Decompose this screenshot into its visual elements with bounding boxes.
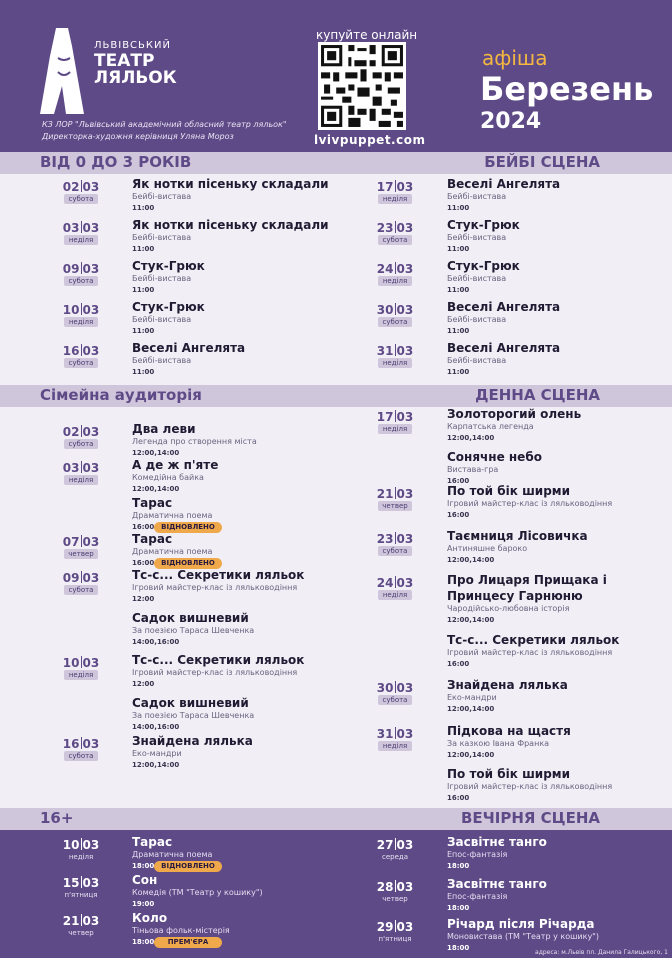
date-day: 02: [62, 425, 80, 439]
event-title[interactable]: Сонячне небо: [447, 450, 542, 464]
date-month: 03: [396, 681, 414, 695]
event-time: 16:00: [447, 477, 470, 485]
event-time: 14:00,16:00: [132, 723, 180, 731]
event-title[interactable]: Веселі Ангелята: [132, 341, 246, 355]
event-title[interactable]: А де ж п'яте: [132, 458, 219, 472]
weekday-badge: субота: [378, 695, 412, 705]
weekday-badge: субота: [64, 276, 98, 286]
date-month: 03: [396, 576, 414, 590]
date-separator: [395, 487, 396, 499]
weekday-badge: субота: [378, 235, 412, 245]
date-separator: [395, 303, 396, 315]
date-separator: [81, 180, 82, 192]
date-month: 03: [396, 838, 414, 852]
date-day: 09: [62, 262, 80, 276]
event-date: [376, 880, 414, 894]
section-title-stage: БЕЙБІ СЦЕНА: [484, 153, 600, 171]
section-title-age: Сімейна аудиторія: [40, 386, 202, 404]
event-date: [376, 180, 414, 194]
date-day: 27: [376, 838, 394, 852]
date-month: 03: [82, 656, 100, 670]
event-genre: Моновистава (ТМ "Театр у кошику"): [447, 932, 599, 941]
date-separator: [395, 576, 396, 588]
status-badge: ВІДНОВЛЕНО: [154, 558, 222, 569]
evening-panel: [0, 830, 672, 958]
event-genre: Бейбі-вистава: [447, 315, 507, 324]
date-separator: [395, 262, 396, 274]
event-genre: Бейбі-вистава: [132, 356, 192, 365]
date-month: 03: [82, 425, 100, 439]
event-date: [376, 221, 414, 235]
date-month: 03: [396, 920, 414, 934]
event-date: [62, 262, 100, 276]
status-badge: ВІДНОВЛЕНО: [154, 861, 222, 872]
event-genre: Чародійсько-любовна історія: [447, 604, 570, 613]
date-month: 03: [396, 344, 414, 358]
date-day: 28: [376, 880, 394, 894]
event-title[interactable]: Засвітнє танго: [447, 835, 547, 849]
event-time: 18:00: [447, 944, 470, 952]
date-separator: [81, 737, 82, 749]
section-band-baby: [0, 152, 672, 174]
date-separator: [81, 914, 82, 926]
date-month: 03: [82, 914, 100, 928]
event-genre: Ігровий майстер-клас із ляльководіння: [447, 499, 613, 508]
event-date: [62, 425, 100, 439]
date-separator: [81, 656, 82, 668]
event-title[interactable]: Садок вишневий: [132, 696, 249, 710]
event-genre: Епос-фантазія: [447, 892, 508, 901]
section-title-age: ВІД 0 ДО 3 РОКІВ: [40, 153, 192, 171]
event-time: 16:00: [447, 794, 470, 802]
event-genre: Легенда про створення міста: [132, 437, 257, 446]
date-day: 23: [376, 532, 394, 546]
logo-line2: ТЕАТР: [94, 51, 155, 71]
date-day: 31: [376, 344, 394, 358]
event-title[interactable]: Знайдена лялька: [447, 678, 568, 692]
event-title[interactable]: Садок вишневий: [132, 611, 249, 625]
event-date: [62, 737, 100, 751]
weekday-badge: неділя: [64, 670, 98, 680]
event-date: [62, 914, 100, 928]
website-link[interactable]: lvivpuppet.com: [314, 133, 426, 147]
event-time: 16:00: [132, 523, 155, 531]
date-day: 21: [376, 487, 394, 501]
event-title[interactable]: Веселі Ангелята: [447, 300, 561, 314]
date-separator: [81, 535, 82, 547]
event-genre: Ігровий майстер-клас із ляльководіння: [132, 583, 298, 592]
event-genre: Бейбі-вистава: [132, 233, 192, 242]
event-time: 11:00: [132, 204, 155, 212]
weekday-badge: п'ятниця: [64, 891, 98, 899]
event-genre: Бейбі-вистава: [447, 233, 507, 242]
event-genre: Епос-фантазія: [447, 850, 508, 859]
date-separator: [395, 221, 396, 233]
event-time: 11:00: [132, 368, 155, 376]
event-title[interactable]: По той бік ширми: [447, 484, 571, 498]
date-day: 17: [376, 180, 394, 194]
event-title[interactable]: Тарас: [132, 835, 173, 849]
date-month: 03: [82, 262, 100, 276]
logo-line3: ЛЯЛЬОК: [94, 68, 177, 88]
qr-code-icon[interactable]: [318, 42, 406, 130]
weekday-badge: четвер: [382, 895, 408, 903]
event-genre: Бейбі-вистава: [132, 274, 192, 283]
event-time: 11:00: [447, 368, 470, 376]
event-time: 11:00: [132, 245, 155, 253]
event-time: 12:00,14:00: [447, 556, 495, 564]
event-date: [62, 656, 100, 670]
event-time: 14:00,16:00: [132, 638, 180, 646]
event-time: 12:00,14:00: [132, 761, 180, 769]
weekday-badge: неділя: [64, 235, 98, 245]
event-title[interactable]: Коло: [132, 911, 168, 925]
date-month: 03: [82, 303, 100, 317]
event-date: [376, 303, 414, 317]
event-title[interactable]: Тс-с... Секретики ляльок: [447, 633, 620, 647]
weekday-badge: четвер: [68, 929, 94, 937]
event-date: [62, 876, 100, 890]
event-genre: Бейбі-вистава: [132, 315, 192, 324]
event-date: [376, 838, 414, 852]
weekday-badge: субота: [64, 751, 98, 761]
weekday-badge: неділя: [68, 853, 94, 861]
event-date: [376, 920, 414, 934]
event-genre: Ігровий майстер-клас із ляльководіння: [447, 782, 613, 791]
date-day: 24: [376, 576, 394, 590]
event-time: 11:00: [132, 286, 155, 294]
section-title-stage: ДЕННА СЦЕНА: [475, 386, 600, 404]
event-time: 12:00: [132, 680, 155, 688]
org-name: КЗ ЛОР "Львівський академічний обласний театр ляльок": [42, 120, 287, 129]
buy-online-label: купуйте онлайн: [316, 28, 418, 42]
event-time: 16:00: [132, 559, 155, 567]
date-day: 31: [376, 727, 394, 741]
date-separator: [395, 920, 396, 932]
weekday-badge: неділя: [378, 358, 412, 368]
event-genre: Комедія (ТМ "Театр у кошику"): [132, 888, 263, 897]
section-title-age: 16+: [40, 809, 74, 827]
director-line: Директорка-художня керівниця Уляна Мороз: [42, 132, 234, 141]
weekday-badge: субота: [64, 194, 98, 204]
date-day: 09: [62, 571, 80, 585]
date-month: 03: [82, 535, 100, 549]
date-separator: [81, 344, 82, 356]
event-title[interactable]: Стук-Грюк: [447, 218, 520, 232]
date-separator: [395, 727, 396, 739]
event-genre: Драматична поема: [132, 511, 213, 520]
event-time: 16:00: [447, 511, 470, 519]
date-day: 16: [62, 344, 80, 358]
date-month: 03: [396, 487, 414, 501]
event-date: [62, 461, 100, 475]
event-date: [62, 571, 100, 585]
event-genre: Карпатська легенда: [447, 422, 534, 431]
date-month: 03: [396, 880, 414, 894]
event-genre: Ігровий майстер-клас із ляльководіння: [132, 668, 298, 677]
event-time: 18:00: [447, 862, 470, 870]
event-genre: Бейбі-вистава: [447, 192, 507, 201]
event-time: 12:00: [132, 595, 155, 603]
date-day: 30: [376, 303, 394, 317]
event-title[interactable]: Сон: [132, 873, 158, 887]
event-time: 18:00: [132, 862, 155, 870]
date-month: 03: [82, 838, 100, 852]
event-time: 11:00: [447, 204, 470, 212]
event-time: 18:00: [132, 938, 155, 946]
event-genre: Еко-мандри: [447, 693, 497, 702]
date-day: 24: [376, 262, 394, 276]
weekday-badge: середа: [381, 853, 409, 861]
status-badge: ВІДНОВЛЕНО: [154, 522, 222, 533]
weekday-badge: неділя: [378, 590, 412, 600]
event-date: [62, 303, 100, 317]
section-band-family: [0, 385, 672, 407]
event-time: 11:00: [447, 286, 470, 294]
puppet-face-icon: [38, 26, 86, 120]
date-day: 17: [376, 410, 394, 424]
event-date: [376, 410, 414, 424]
date-day: 23: [376, 221, 394, 235]
weekday-badge: субота: [378, 317, 412, 327]
event-title[interactable]: Підкова на щастя: [447, 724, 571, 738]
date-separator: [395, 344, 396, 356]
year-title: 2024: [480, 109, 542, 134]
event-title[interactable]: Таємниця Лісовичка: [447, 529, 588, 543]
event-time: 12:00,14:00: [447, 434, 495, 442]
date-separator: [81, 876, 82, 888]
date-month: 03: [396, 180, 414, 194]
date-month: 03: [82, 461, 100, 475]
event-time: 18:00: [447, 904, 470, 912]
afisha-label: афіша: [482, 46, 548, 70]
event-genre: Драматична поема: [132, 850, 213, 859]
date-month: 03: [396, 303, 414, 317]
address-line: адреса: м.Львів пл. Данила Галицького, 1: [535, 949, 668, 956]
event-date: [376, 681, 414, 695]
event-time: 11:00: [447, 327, 470, 335]
date-separator: [395, 180, 396, 192]
event-genre: За казкою Івана Франка: [447, 739, 550, 748]
event-genre: Драматична поема: [132, 547, 213, 556]
date-separator: [81, 425, 82, 437]
date-day: 16: [62, 737, 80, 751]
event-genre: Тіньова фольк-містерія: [132, 926, 230, 935]
event-genre: За поезією Тараса Шевченка: [132, 711, 255, 720]
event-time: 12:00,14:00: [132, 449, 180, 457]
month-title: Березень: [480, 70, 654, 108]
event-date: [62, 221, 100, 235]
weekday-badge: субота: [378, 546, 412, 556]
event-time: 12:00,14:00: [132, 485, 180, 493]
date-separator: [395, 838, 396, 850]
logo-line1: ЛЬВІВСЬКИЙ: [94, 40, 171, 51]
event-title[interactable]: Тарас: [132, 496, 173, 510]
date-month: 03: [396, 727, 414, 741]
event-date: [376, 344, 414, 358]
event-time: 11:00: [447, 245, 470, 253]
event-title[interactable]: Про Лицаря Прищака і: [447, 573, 607, 587]
date-day: 02: [62, 180, 80, 194]
event-title[interactable]: Тс-с... Секретики ляльок: [132, 568, 305, 582]
event-time: 19:00: [132, 900, 155, 908]
date-month: 03: [82, 344, 100, 358]
date-day: 10: [62, 838, 80, 852]
event-title-line2[interactable]: Принцесу Гарнюню: [447, 589, 583, 603]
weekday-badge: неділя: [378, 194, 412, 204]
date-separator: [81, 571, 82, 583]
event-title[interactable]: Тс-с... Секретики ляльок: [132, 653, 305, 667]
date-month: 03: [82, 876, 100, 890]
section-band-evening: [0, 808, 672, 830]
date-day: 07: [62, 535, 80, 549]
event-date: [376, 576, 414, 590]
event-title[interactable]: Стук-Грюк: [132, 259, 205, 273]
event-title[interactable]: Веселі Ангелята: [447, 341, 561, 355]
event-date: [376, 532, 414, 546]
event-title[interactable]: Як нотки пісеньку складали: [132, 177, 329, 191]
event-title[interactable]: Стук-Грюк: [132, 300, 205, 314]
event-title[interactable]: Засвітнє танго: [447, 877, 547, 891]
event-date: [62, 344, 100, 358]
event-time: 12:00,14:00: [447, 751, 495, 759]
event-genre: Еко-мандри: [132, 749, 182, 758]
event-time: 12:00,14:00: [447, 616, 495, 624]
weekday-badge: неділя: [378, 741, 412, 751]
weekday-badge: неділя: [64, 475, 98, 485]
event-title[interactable]: Знайдена лялька: [132, 734, 253, 748]
date-month: 03: [396, 532, 414, 546]
event-date: [376, 487, 414, 501]
event-genre: Бейбі-вистава: [447, 274, 507, 283]
header: [0, 0, 672, 152]
event-date: [62, 535, 100, 549]
event-date: [376, 262, 414, 276]
event-title[interactable]: Веселі Ангелята: [447, 177, 561, 191]
date-separator: [81, 262, 82, 274]
date-separator: [395, 880, 396, 892]
event-genre: Вистава-гра: [447, 465, 499, 474]
weekday-badge: неділя: [378, 276, 412, 286]
event-title[interactable]: Стук-Грюк: [447, 259, 520, 273]
date-month: 03: [396, 221, 414, 235]
event-date: [376, 727, 414, 741]
date-month: 03: [396, 410, 414, 424]
date-month: 03: [396, 262, 414, 276]
event-genre: Комедійна байка: [132, 473, 204, 482]
date-month: 03: [82, 737, 100, 751]
weekday-badge: п'ятниця: [378, 935, 412, 943]
date-month: 03: [82, 180, 100, 194]
date-day: 29: [376, 920, 394, 934]
weekday-badge: субота: [64, 585, 98, 595]
weekday-badge: четвер: [378, 501, 412, 511]
event-genre: Антиняшне бароко: [447, 544, 528, 553]
event-time: 11:00: [132, 327, 155, 335]
date-separator: [81, 221, 82, 233]
event-title[interactable]: Річард після Річарда: [447, 917, 595, 931]
date-day: 30: [376, 681, 394, 695]
date-separator: [395, 532, 396, 544]
date-day: 03: [62, 461, 80, 475]
event-genre: Бейбі-вистава: [132, 192, 192, 201]
date-month: 03: [82, 571, 100, 585]
weekday-badge: четвер: [64, 549, 98, 559]
weekday-badge: неділя: [64, 317, 98, 327]
event-time: 16:00: [447, 660, 470, 668]
event-genre: Ігровий майстер-клас із ляльководіння: [447, 648, 613, 657]
event-title[interactable]: По той бік ширми: [447, 767, 571, 781]
date-day: 21: [62, 914, 80, 928]
weekday-badge: субота: [64, 439, 98, 449]
date-separator: [395, 681, 396, 693]
event-genre: Бейбі-вистава: [447, 356, 507, 365]
section-title-stage: ВЕЧІРНЯ СЦЕНА: [460, 809, 600, 827]
status-badge: ПРЕМ'ЄРА: [154, 937, 222, 948]
date-day: 15: [62, 876, 80, 890]
event-time: 12:00,14:00: [447, 705, 495, 713]
date-separator: [81, 461, 82, 473]
date-separator: [81, 303, 82, 315]
weekday-badge: субота: [64, 358, 98, 368]
date-month: 03: [82, 221, 100, 235]
date-day: 10: [62, 656, 80, 670]
event-date: [62, 180, 100, 194]
date-day: 03: [62, 221, 80, 235]
date-separator: [395, 410, 396, 422]
event-date: [62, 838, 100, 852]
event-genre: За поезією Тараса Шевченка: [132, 626, 255, 635]
weekday-badge: неділя: [378, 424, 412, 434]
event-title[interactable]: Два леви: [132, 422, 196, 436]
event-title[interactable]: Тарас: [132, 532, 173, 546]
date-day: 10: [62, 303, 80, 317]
event-title[interactable]: Як нотки пісеньку складали: [132, 218, 329, 232]
date-separator: [81, 838, 82, 850]
event-title[interactable]: Золоторогий олень: [447, 407, 582, 421]
